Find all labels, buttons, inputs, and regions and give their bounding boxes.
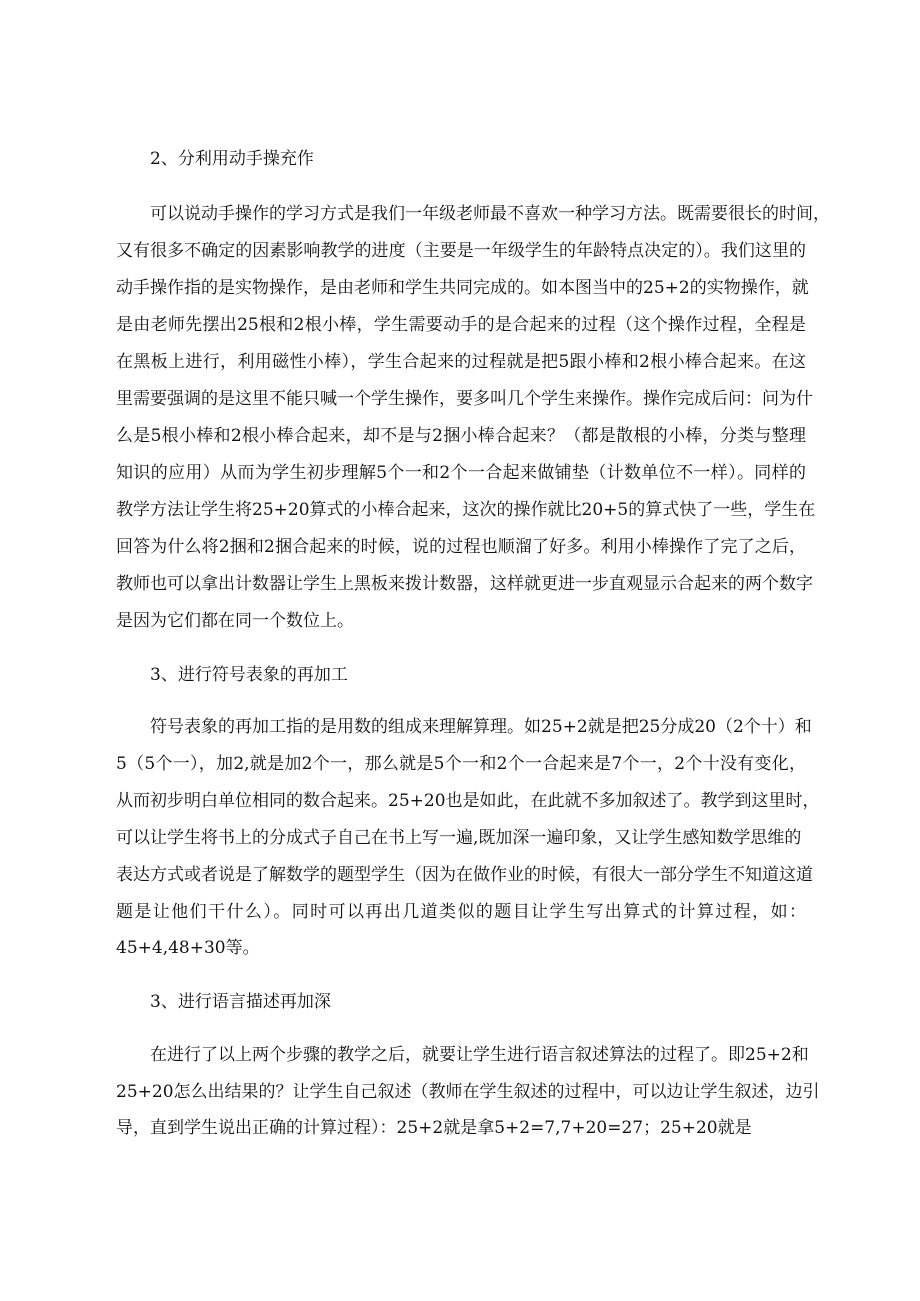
paragraph-line: 里需要强调的是这里不能只喊一个学生操作，要多叫几个学生来操作。操作完成后问：问为什 — [116, 389, 813, 409]
paragraph-line: 又有很多不确定的因素影响教学的进度（主要是一年级学生的年龄特点决定的）。我们这里的 — [116, 241, 806, 261]
section-heading: 3、进行符号表象的再加工 — [150, 665, 348, 685]
paragraph-line: 在进行了以上两个步骤的教学之后，就要让学生进行语言叙述算法的过程了。即25+2和 — [150, 1045, 809, 1065]
paragraph-line: 回答为什么将2捆和2捆合起来的时候，说的过程也顺溜了好多。利用小棒操作了完了之后， — [116, 537, 806, 557]
paragraph-line: 是因为它们都在同一个数位上。 — [116, 611, 354, 631]
paragraph-line: 教学方法让学生将25+20算式的小棒合起来，这次的操作就比20+5的算式快了一些，学生在 — [116, 500, 816, 520]
paragraph-line: 可以让学生将书上的分成式子自己在书上写一遍,既加深一遍印象，又让学生感知数学思维的 — [116, 828, 802, 848]
paragraph-line: 是由老师先摆出25根和2根小棒，学生需要动手的是合起来的过程（这个操作过程，全程是 — [116, 315, 806, 335]
paragraph-line: 从而初步明白单位相同的数合起来。25+20也是如此，在此就不多加叙述了。教学到这里时， — [116, 791, 820, 811]
paragraph-line: 表达方式或者说是了解数学的题型学生（因为在做作业的时候，有很大一部分学生不知道这道 — [116, 865, 813, 885]
paragraph-line: 导，直到学生说出正确的计算过程）：25+2就是拿5+2=7,7+20=27；25+20就是 — [116, 1118, 752, 1138]
paragraph-line: 符号表象的再加工指的是用数的组成来理解算理。如25+2就是把25分成20（2个十）和 — [150, 717, 812, 737]
paragraph-line: 可以说动手操作的学习方式是我们一年级老师最不喜欢一种学习方法。既需要很长的时间， — [150, 204, 830, 224]
paragraph-line: 动手操作指的是实物操作，是由老师和学生共同完成的。如本图当中的25+2的实物操作，就 — [116, 278, 809, 298]
paragraph-line: 在黑板上进行，利用磁性小棒），学生合起来的过程就是把5跟小棒和2根小棒合起来。在这 — [116, 352, 806, 372]
paragraph-line: 知识的应用）从而为学生初步理解5个一和2个一合起来做铺垫（计数单位不一样）。同样的 — [116, 463, 806, 483]
paragraph-line: 么是5根小棒和2根小棒合起来，却不是与2捆小棒合起来？（都是散根的小棒，分类与整理 — [116, 426, 806, 446]
section-heading: 2、分利用动手操充作 — [150, 149, 314, 169]
paragraph-line: 45+4,48+30等。 — [116, 938, 260, 958]
paragraph-line: 题是让他们干什么）。同时可以再出几道类似的题目让学生写出算式的计算过程，如： — [116, 902, 806, 922]
paragraph-line: 5（5个一），加2,就是加2个一，那么就是5个一和2个一合起来是7个一，2个十没有变化， — [116, 754, 806, 774]
paragraph-line: 教师也可以拿出计数器让学生上黑板来拨计数器，这样就更进一步直观显示合起来的两个数字 — [116, 574, 813, 594]
paragraph-line: 25+20怎么出结果的？让学生自己叙述（教师在学生叙述的过程中，可以边让学生叙述，边引 — [116, 1082, 820, 1102]
section-heading: 3、进行语言描述再加深 — [150, 992, 331, 1012]
